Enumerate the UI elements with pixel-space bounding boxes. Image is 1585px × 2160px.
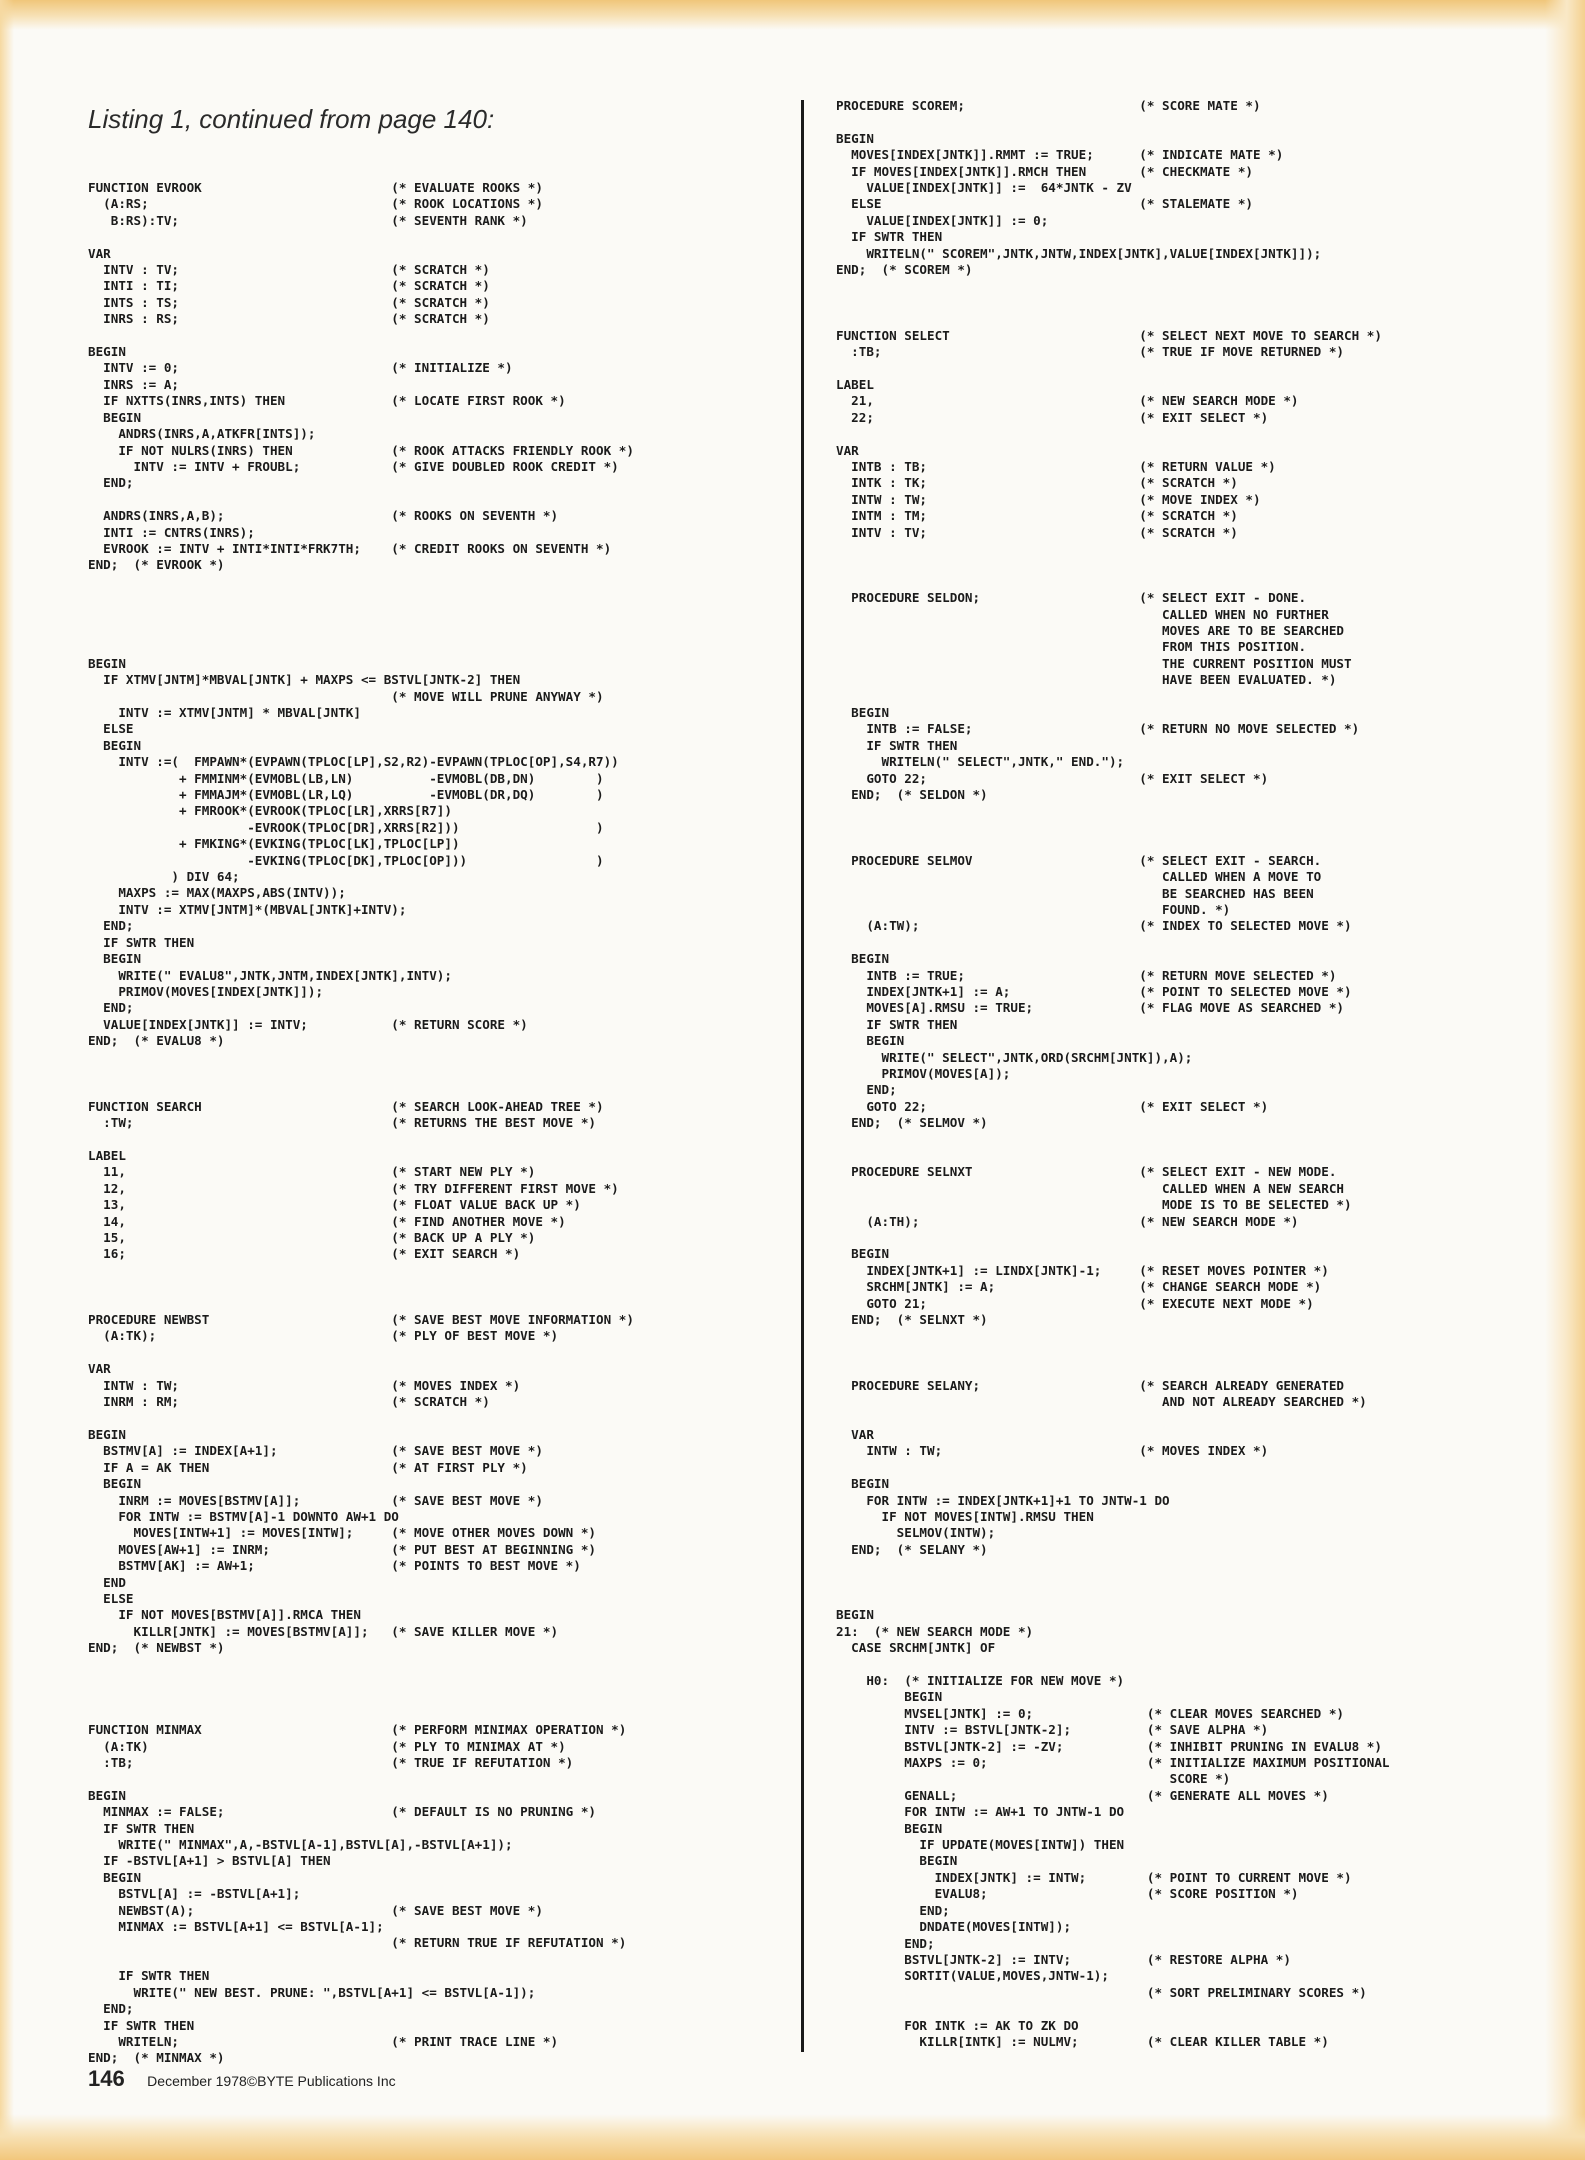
publication-credit: December 1978©BYTE Publications Inc xyxy=(147,2073,396,2089)
code-listing-left-column: FUNCTION EVROOK (* EVALUATE ROOKS *) (A:RS; (* ROOK LOCATIONS *) B:RS):TV; (* SEVENTH RANK *) VAR INTV : TV; (* SCRATCH *) INTI : TI; (* SCRATCH *) INTS : TS; (* SCRATCH *) INRS : RS; (* SCRATCH *) BEGIN INTV := 0; (* INITIALIZE *) INRS := A; IF NXTTS(INRS,INTS) THEN (* LOCATE FIRST ROOK *) BEGIN ANDRS(INRS,A,ATKFR[INTS]); IF NOT NULRS(INRS) THEN (* ROOK ATTACKS FRIENDLY ROOK *) INTV := INTV + FROUBL; (* GIVE DOUBLED ROOK CREDIT *) END; ANDRS(INRS,A,B); (* ROOKS ON SEVENTH *) INTI := CNTRS(INRS); EVROOK := INTV + INTI*INTI*FRK7TH; (* CREDIT ROOKS ON SEVENTH *) END; (* EVROOK *) BEGIN IF XTMV[JNTM]*MBVAL[JNTK] + MAXPS <= BSTVL[JNTK-2] THEN (* MOVE WILL PRUNE ANYWAY *) INTV := XTMV[JNTM] * MBVAL[JNTK] ELSE BEGIN INTV :=( FMPAWN*(EVPAWN(TPLOC[LP],S2,R2)-EVPAWN(TPLOC[OP],S4,R7)) + FMMINM*(EVMOBL(LB,LN) -EVMOBL(DB,DN) ) + FMMAJM*(EVMOBL(LR,LQ) -EVMOBL(DR,DQ) ) + FMROOK*(EVROOK(TPLOC[LR],XRRS[R7]) -EVROOK(TPLOC[DR],XRRS[R2])) ) + FMKING*(EVKING(TPLOC[LK],TPLOC[LP]) -EVKING(TPLOC[DK],TPLOC[OP])) ) ) DIV 64; MAXPS := MAX(MAXPS,ABS(INTV)); INTV := XTMV[JNTM]*(MBVAL[JNTK]+INTV); END; IF SWTR THEN BEGIN WRITE(" EVALU8",JNTK,JNTM,INDEX[JNTK],INTV); PRIMOV(MOVES[INDEX[JNTK]]); END; VALUE[INDEX[JNTK]] := INTV; (* RETURN SCORE *) END; (* EVALU8 *) FUNCTION SEARCH (* SEARCH LOOK-AHEAD TREE *) :TW; (* RETURNS THE BEST MOVE *) LABEL 11, (* START NEW PLY *) 12, (* TRY DIFFERENT FIRST MOVE *) 13, (* FLOAT VALUE BACK UP *) 14, (* FIND ANOTHER MOVE *) 15, (* BACK UP A PLY *) 16; (* EXIT SEARCH *) PROCEDURE NEWBST (* SAVE BEST MOVE INFORMATION *) (A:TK); (* PLY OF BEST MOVE *) VAR INTW : TW; (* MOVES INDEX *) INRM : RM; (* SCRATCH *) BEGIN BSTMV[A] := INDEX[A+1]; (* SAVE BEST MOVE *) IF A = AK THEN (* AT FIRST PLY *) BEGIN INRM := MOVES[BSTMV[A]]; (* SAVE BEST MOVE *) FOR INTW := BSTMV[A]-1 DOWNTO AW+1 DO MOVES[INTW+1] := MOVES[INTW]; (* MOVE OTHER MOVES DOWN *) MOVES[AW+1] := INRM; (* PUT BEST AT BEGINNING *) BSTMV[AK] := AW+1; (* POINTS TO BEST MOVE *) END ELSE IF NOT MOVES[BSTMV[A]].RMCA THEN KILLR[JNTK] := MOVES[BSTMV[A]]; (* SAVE KILLER MOVE *) END; (* NEWBST *) FUNCTION MINMAX (* PERFORM MINIMAX OPERATION *) (A:TK) (* PLY TO MINIMAX AT *) :TB; (* TRUE IF REFUTATION *) BEGIN MINMAX := FALSE; (* DEFAULT IS NO PRUNING *) IF SWTR THEN WRITE(" MINMAX",A,-BSTVL[A-1],BSTVL[A],-BSTVL[A+1]); IF -BSTVL[A+1] > BSTVL[A] THEN BEGIN BSTVL[A] := -BSTVL[A+1]; NEWBST(A); (* SAVE BEST MOVE *) MINMAX := BSTVL[A+1] <= BSTVL[A-1]; (* RETURN TRUE IF REFUTATION *) IF SWTR THEN WRITE(" NEW BEST. PRUNE: ",BSTVL[A+1] <= BSTVL[A-1]); END; IF SWTR THEN WRITELN; (* PRINT TRACE LINE *) END; (* MINMAX *) xyxy=(88,180,634,2066)
column-divider xyxy=(801,100,804,2052)
page-edge-top xyxy=(0,0,1585,30)
page-number: 146 xyxy=(88,2066,125,2091)
page-footer xyxy=(88,2066,396,2092)
code-listing-right-column: PROCEDURE SCOREM; (* SCORE MATE *) BEGIN MOVES[INDEX[JNTK]].RMMT := TRUE; (* INDICATE MATE *) IF MOVES[INDEX[JNTK]].RMCH THEN (* CHECKMATE *) VALUE[INDEX[JNTK]] := 64*JNTK - ZV ELSE (* STALEMATE *) VALUE[INDEX[JNTK]] := 0; IF SWTR THEN WRITELN(" SCOREM",JNTK,JNTW,INDEX[JNTK],VALUE[INDEX[JNTK]]); END; (* SCOREM *) FUNCTION SELECT (* SELECT NEXT MOVE TO SEARCH *) :TB; (* TRUE IF MOVE RETURNED *) LABEL 21, (* NEW SEARCH MODE *) 22; (* EXIT SELECT *) VAR INTB : TB; (* RETURN VALUE *) INTK : TK; (* SCRATCH *) INTW : TW; (* MOVE INDEX *) INTM : TM; (* SCRATCH *) INTV : TV; (* SCRATCH *) PROCEDURE SELDON; (* SELECT EXIT - DONE. CALLED WHEN NO FURTHER MOVES ARE TO BE SEARCHED FROM THIS POSITION. THE CURRENT POSITION MUST HAVE BEEN EVALUATED. *) BEGIN INTB := FALSE; (* RETURN NO MOVE SELECTED *) IF SWTR THEN WRITELN(" SELECT",JNTK," END."); GOTO 22; (* EXIT SELECT *) END; (* SELDON *) PROCEDURE SELMOV (* SELECT EXIT - SEARCH. CALLED WHEN A MOVE TO BE SEARCHED HAS BEEN FOUND. *) (A:TW); (* INDEX TO SELECTED MOVE *) BEGIN INTB := TRUE; (* RETURN MOVE SELECTED *) INDEX[JNTK+1] := A; (* POINT TO SELECTED MOVE *) MOVES[A].RMSU := TRUE; (* FLAG MOVE AS SEARCHED *) IF SWTR THEN BEGIN WRITE(" SELECT",JNTK,ORD(SRCHM[JNTK]),A); PRIMOV(MOVES[A]); END; GOTO 22; (* EXIT SELECT *) END; (* SELMOV *) PROCEDURE SELNXT (* SELECT EXIT - NEW MODE. CALLED WHEN A NEW SEARCH MODE IS TO BE SELECTED *) (A:TH); (* NEW SEARCH MODE *) BEGIN INDEX[JNTK+1] := LINDX[JNTK]-1; (* RESET MOVES POINTER *) SRCHM[JNTK] := A; (* CHANGE SEARCH MODE *) GOTO 21; (* EXECUTE NEXT MODE *) END; (* SELNXT *) PROCEDURE SELANY; (* SEARCH ALREADY GENERATED AND NOT ALREADY SEARCHED *) VAR INTW : TW; (* MOVES INDEX *) BEGIN FOR INTW := INDEX[JNTK+1]+1 TO JNTW-1 DO IF NOT MOVES[INTW].RMSU THEN SELMOV(INTW); END; (* SELANY *) BEGIN 21: (* NEW SEARCH MODE *) CASE SRCHM[JNTK] OF H0: (* INITIALIZE FOR NEW MOVE *) BEGIN MVSEL[JNTK] := 0; (* CLEAR MOVES SEARCHED *) INTV := BSTVL[JNTK-2]; (* SAVE ALPHA *) BSTVL[JNTK-2] := -ZV; (* INHIBIT PRUNING IN EVALU8 *) MAXPS := 0; (* INITIALIZE MAXIMUM POSITIONAL SCORE *) GENALL; (* GENERATE ALL MOVES *) FOR INTW := AW+1 TO JNTW-1 DO BEGIN IF UPDATE(MOVES[INTW]) THEN BEGIN INDEX[JNTK] := INTW; (* POINT TO CURRENT MOVE *) EVALU8; (* SCORE POSITION *) END; DNDATE(MOVES[INTW]); END; BSTVL[JNTK-2] := INTV; (* RESTORE ALPHA *) SORTIT(VALUE,MOVES,JNTW-1); (* SORT PRELIMINARY SCORES *) FOR INTK := AK TO ZK DO KILLR[INTK] := NULMV; (* CLEAR KILLER TABLE *) xyxy=(836,98,1390,2049)
listing-heading: Listing 1, continued from page 140: xyxy=(88,104,495,134)
page-edge-right xyxy=(1545,0,1585,2160)
page-edge-left xyxy=(0,0,14,2160)
page-edge-bottom xyxy=(0,2114,1585,2160)
